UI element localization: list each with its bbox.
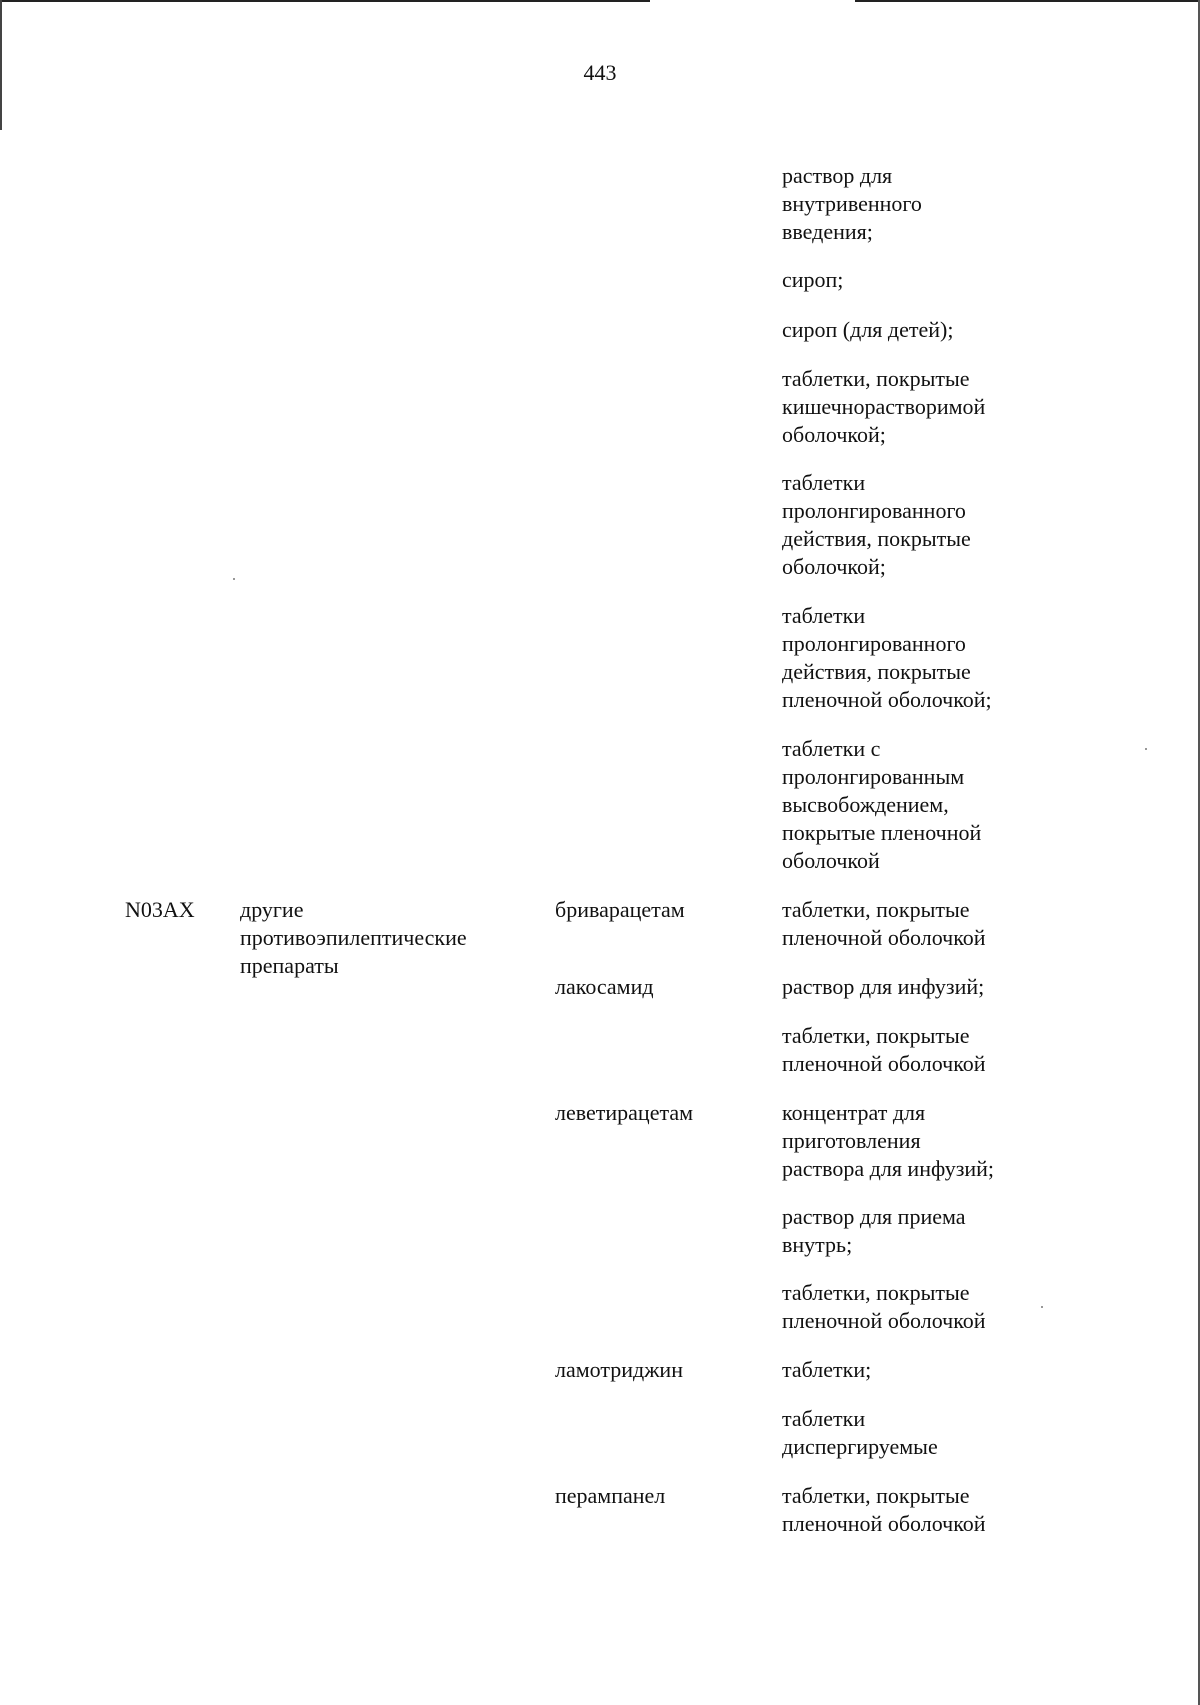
dosage-form: таблетки, покрытые пленочной оболочкой [782,1280,986,1333]
drug-name: ламотриджин [555,1357,683,1382]
drug-name: перампанел [555,1483,666,1508]
dosage-form: раствор для инфузий; [782,974,985,999]
group-name: другие противоэпилептические препараты [240,897,467,978]
scan-speck [1145,748,1147,750]
dosage-form: раствор для приема внутрь; [782,1204,966,1257]
atc-code: N03AX [125,897,195,922]
dosage-form: таблетки с пролонгированным высвобождением, покрытые пленочной оболочкой [782,736,982,873]
drug-name: лакосамид [555,974,654,999]
dosage-form: таблетки; [782,1357,872,1382]
scan-edge-top-left [0,0,650,2]
dosage-form: концентрат для приготовления раствора для инфузий; [782,1100,995,1181]
scan-speck [1041,1306,1043,1308]
scan-speck [233,578,235,580]
dosage-form: раствор для внутривенного введения; [782,163,922,244]
dosage-form: таблетки пролонгированного действия, покрытые оболочкой; [782,470,971,579]
dosage-form: таблетки, покрытые пленочной оболочкой [782,1483,986,1536]
dosage-form: таблетки диспергируемые [782,1406,938,1459]
dosage-form: таблетки, покрытые пленочной оболочкой [782,1023,986,1076]
dosage-form: сироп; [782,267,844,292]
dosage-form: таблетки пролонгированного действия, покрытые пленочной оболочкой; [782,603,992,712]
drug-name: леветирацетам [555,1100,694,1125]
dosage-form: сироп (для детей); [782,317,954,342]
scan-edge-top-right [855,0,1200,2]
dosage-form: таблетки, покрытые пленочной оболочкой [782,897,986,950]
dosage-form: таблетки, покрытые кишечнорастворимой оболочкой; [782,366,986,447]
drug-name: бриварацетам [555,897,685,922]
page-number: 443 [583,60,617,85]
